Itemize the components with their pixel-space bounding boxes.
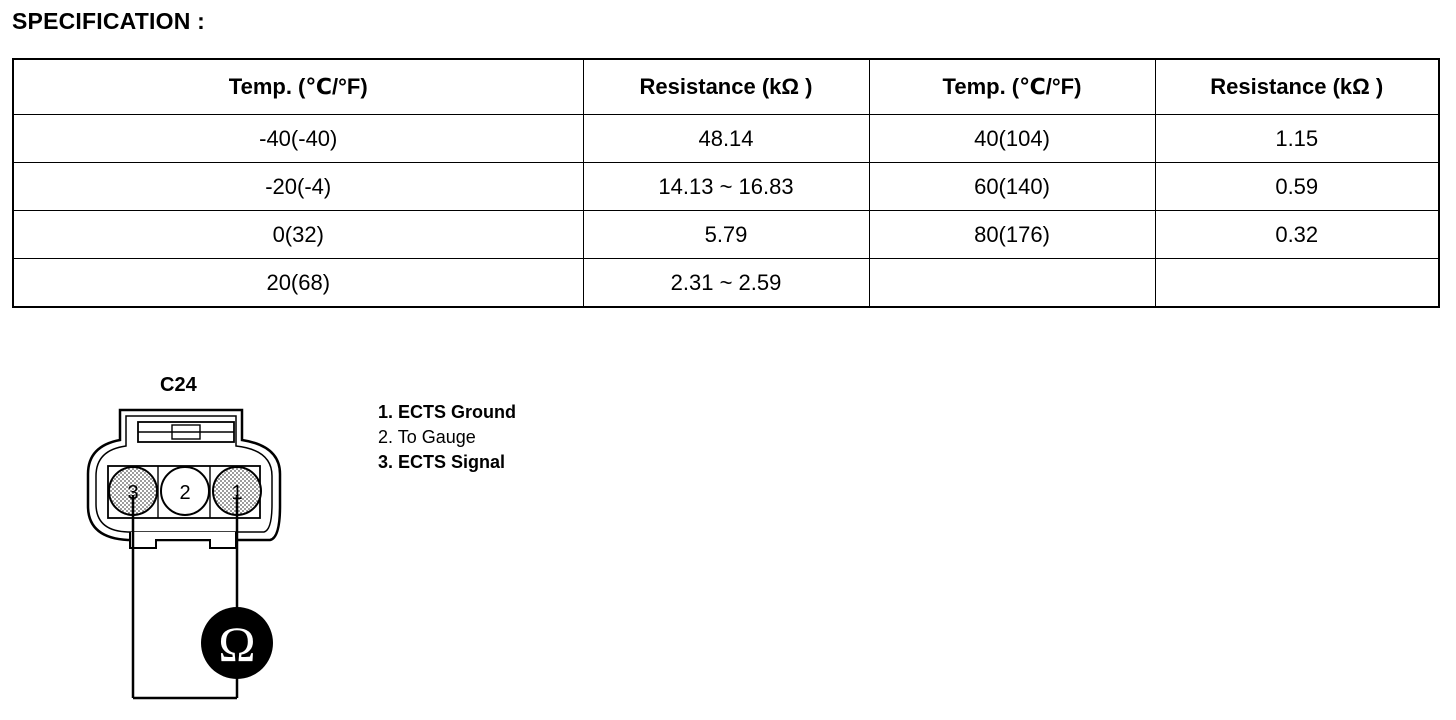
resistance-cell: 48.14 [583,115,869,163]
resistance-cell: 0.32 [1155,211,1439,259]
header-temp-2: Temp. (℃/°F) [869,59,1155,115]
resistance-cell: 14.13 ~ 16.83 [583,163,869,211]
pin-legend [378,400,516,475]
specification-title: SPECIFICATION : [12,8,205,34]
resistance-cell: 0.59 [1155,163,1439,211]
pin-1-number: 1 [231,482,243,504]
legend-item-pin-1: 1. ECTS Ground [378,402,517,422]
resistance-cell: 5.79 [583,211,869,259]
temp-cell: 40(104) [869,115,1155,163]
resistance-cell: 1.15 [1155,115,1439,163]
temp-cell: -20(-4) [13,163,583,211]
temp-cell: 60(140) [869,163,1155,211]
pin-2-number: 2 [179,482,191,504]
header-temp-1: Temp. (℃/°F) [13,59,583,115]
temp-cell: 80(176) [869,211,1155,259]
header-resistance-2: Resistance (kΩ ) [1155,59,1439,115]
resistance-cell: 2.31 ~ 2.59 [583,259,869,308]
ohmmeter-symbol: Ω [218,616,256,672]
pin-3-number: 3 [127,482,139,504]
header-resistance-1: Resistance (kΩ ) [583,59,869,115]
legend-item-pin-3: 3. ECTS Signal [378,452,506,472]
temp-cell: -40(-40) [13,115,583,163]
connector-label: C24 [160,374,197,396]
temp-cell: 20(68) [13,259,583,308]
legend-item-pin-2: 2. To Gauge [378,427,476,447]
connector-icon [88,410,280,548]
temp-cell: 0(32) [13,211,583,259]
